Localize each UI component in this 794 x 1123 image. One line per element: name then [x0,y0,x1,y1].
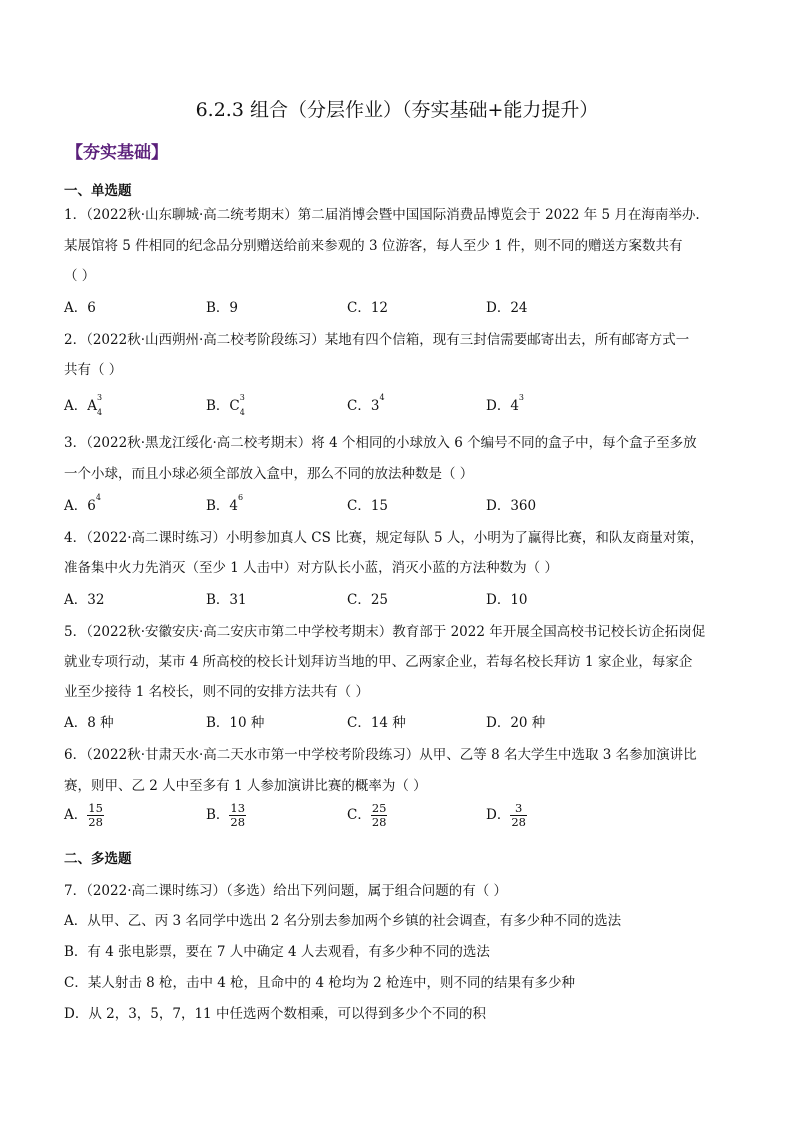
q6-line-1: 6．（2022秋·甘肃天水·高二天水市第一中学校考阶段练习）从甲、乙等 8 名大学生中选取 3 名参加演讲比 [64,747,697,763]
q5-line-2: 就业专项行动，某市 4 所高校的校长计划拜访当地的甲、乙两家企业，若每名校长拜访 1 家企业，每家企 [64,654,693,670]
section-label: 【夯实基础】 [66,143,168,163]
q2-option-b[interactable]: B．C 3 4 [206,393,245,417]
q6-line-2: 赛，则甲、乙 2 人中至多有 1 人参加演讲比赛的概率为（ ） [64,778,427,794]
q6-option-a[interactable]: A． $\frac{15}{28}$ [64,801,103,829]
q7-line-1: 7．（2022·高二课时练习）（多选）给出下列问题，属于组合问题的有（ ） [64,883,508,899]
q7-option-b[interactable]: B．有 4 张电影票，要在 7 人中确定 4 人去观看，有多少种不同的选法 [64,944,490,960]
q1-line-3: （ ） [64,268,96,284]
heading-single-choice: 一、单选题 [64,183,132,199]
q1-option-a[interactable]: A．6 [64,300,96,316]
q5-line-1: 5．（2022秋·安徽安庆·高二安庆市第二中学校考期末）教育部于 2022 年开展全国高校书记校长访企拓岗促 [64,624,706,640]
q1-line-2: 某展馆将 5 件相同的纪念品分别赠送给前来参观的 3 位游客，每人至少 1 件，则不同的赠送方案数共有 [64,238,683,254]
q3-option-d[interactable]: D．360 [486,498,537,514]
q7-option-a[interactable]: A．从甲、乙、丙 3 名同学中选出 2 名分别去参加两个乡镇的社会调查，有多少种不同的选法 [64,913,622,929]
q2-line-1: 2．（2022秋·山西朔州·高二校考阶段练习）某地有四个信箱，现有三封信需要邮寄出去，所有邮寄方式一 [64,332,690,348]
q2-line-2: 共有（ ） [64,362,123,378]
q4-line-1: 4．（2022·高二课时练习）小明参加真人 CS 比赛，规定每队 5 人，小明为了赢得比赛，和队友商量对策， [64,530,704,546]
q3-option-b[interactable]: B．4 6 [206,493,244,514]
q3-line-1: 3．（2022秋·黑龙江绥化·高二校考期末）将 4 个相同的小球放入 6 个编号不同的盒子中，每个盒子至多放 [64,435,697,451]
q5-option-a[interactable]: A．8 种 [64,715,114,731]
q3-option-a[interactable]: A．6 4 [64,493,101,514]
q6-option-c[interactable]: C． $\frac{25}{28}$ [347,801,387,829]
q5-option-d[interactable]: D．20 种 [486,715,546,731]
q4-option-c[interactable]: C．25 [347,592,389,608]
q2-option-c[interactable]: C．3 4 [347,393,385,414]
q3-option-c[interactable]: C．15 [347,498,389,514]
q4-option-d[interactable]: D．10 [486,592,528,608]
q6-option-d[interactable]: D． $\frac{3}{28}$ [486,801,526,829]
q5-option-c[interactable]: C．14 种 [347,715,406,731]
q7-option-c[interactable]: C．某人射击 8 枪，击中 4 枪，且命中的 4 枪均为 2 枪连中，则不同的结果有多少种 [64,975,576,991]
q1-option-d[interactable]: D．24 [486,300,528,316]
q2-option-d[interactable]: D．4 3 [486,393,525,414]
q1-option-b[interactable]: B．9 [206,300,239,316]
q7-option-d[interactable]: D．从 2，3，5，7，11 中任选两个数相乘，可以得到多少个不同的积 [64,1006,486,1022]
q2-option-a[interactable]: A．A 3 4 [64,393,103,417]
heading-multi-choice: 二、多选题 [64,851,132,867]
page-title: 6.2.3 组合（分层作业）（夯实基础+能力提升） [195,99,599,121]
q3-line-2: 一个小球，而且小球必须全部放入盒中，那么不同的放法种数是（ ） [64,466,474,482]
q6-option-b[interactable]: B． $\frac{13}{28}$ [206,801,246,829]
q4-option-b[interactable]: B．31 [206,592,247,608]
q5-line-3: 业至少接待 1 名校长，则不同的安排方法共有（ ） [64,684,369,700]
q5-option-b[interactable]: B．10 种 [206,715,265,731]
q4-line-2: 准备集中火力先消灭（至少 1 人击中）对方队长小蓝，消灭小蓝的方法种数为（ ） [64,560,558,576]
q1-option-c[interactable]: C．12 [347,300,389,316]
q1-line-1: 1．（2022秋·山东聊城·高二统考期末）第二届消博会暨中国国际消费品博览会于 2022 年 5 月在海南举办. [64,207,700,223]
q4-option-a[interactable]: A．32 [64,592,105,608]
